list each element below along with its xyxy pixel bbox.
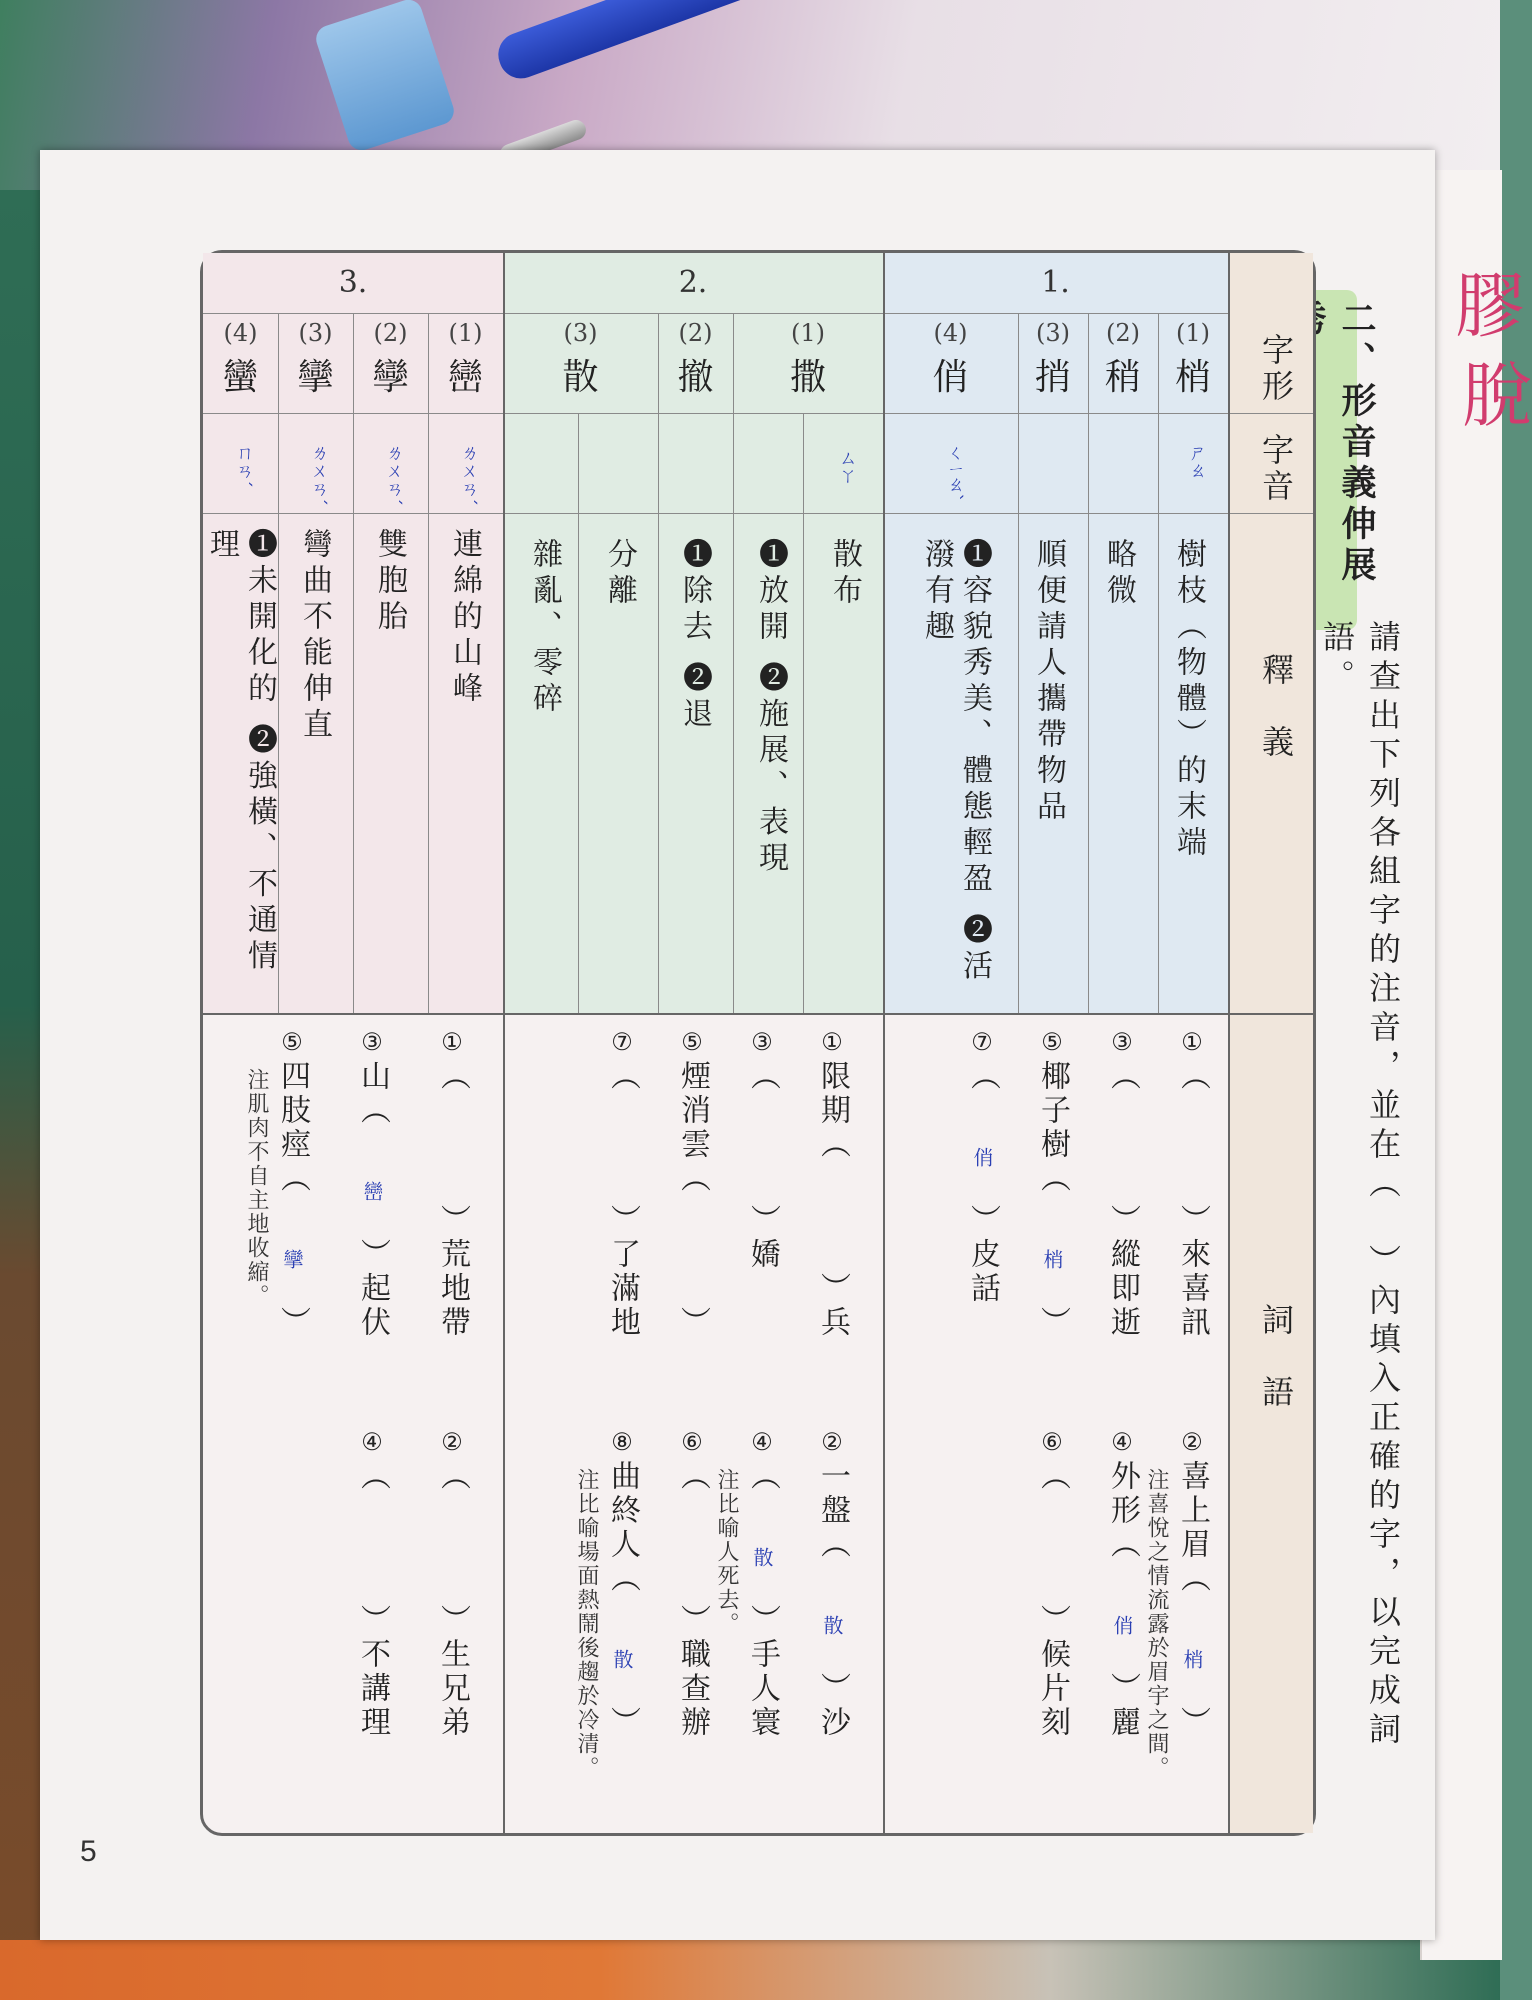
term-entry — [1173, 1028, 1211, 1408]
desk-background-bottom — [0, 1940, 1500, 2000]
term-entry — [743, 1428, 781, 1808]
term-text: 椰子樹（ — [1035, 1060, 1070, 1196]
section-number: 2. — [678, 265, 708, 300]
term-number: ① — [1178, 1028, 1206, 1060]
answer-blank[interactable]: 俏 — [970, 1147, 994, 1171]
term-entry — [603, 1028, 641, 1408]
term-number: ② — [818, 1428, 846, 1460]
term-number: ④ — [1108, 1428, 1136, 1460]
term-text: （ — [605, 1060, 640, 1094]
term-note: 注肌肉不自主地收縮。 — [244, 1068, 269, 1308]
term-text: ）皮話 — [965, 1204, 1000, 1306]
term-text: 一盤（ — [815, 1460, 850, 1562]
answer-blank[interactable]: 攣 — [280, 1249, 304, 1273]
term-number: ④ — [358, 1428, 386, 1460]
next-page-glyph: 脫 — [1462, 355, 1532, 437]
term-text: ）縱即逝 — [1105, 1204, 1140, 1340]
term-entry — [353, 1028, 391, 1408]
header-terms: 詞 語 — [1257, 1303, 1295, 1411]
grid-line — [203, 413, 1313, 414]
term-text: ）不講理 — [355, 1604, 390, 1740]
grid-line — [803, 413, 804, 1013]
grid-line — [1018, 313, 1019, 1013]
term-text: （ — [435, 1460, 470, 1494]
handwritten-sound: ㄌㄨㄢˊ — [458, 443, 479, 506]
terms-section-1 — [893, 1028, 1223, 1818]
meaning-text: 散布 — [827, 538, 862, 610]
grid-line — [203, 313, 1228, 314]
vocabulary-table — [200, 250, 1316, 1836]
term-number: ③ — [748, 1028, 776, 1060]
term-text: ） — [1175, 1706, 1210, 1740]
grid-line — [658, 313, 659, 1013]
term-text: ） — [275, 1306, 310, 1340]
grid-line — [1228, 253, 1230, 1833]
term-text: （ — [1175, 1060, 1210, 1094]
term-number: ⑥ — [1038, 1428, 1066, 1460]
term-entry — [1033, 1028, 1071, 1408]
char-cell-luan3: (3) 攣 — [297, 319, 334, 398]
char-cell-luan: (1) 巒 — [447, 319, 484, 398]
term-text: ）起伏 — [355, 1238, 390, 1340]
term-text: ）來喜訊 — [1175, 1204, 1210, 1340]
grid-line — [203, 1013, 1313, 1015]
term-entry — [353, 1428, 391, 1808]
grid-line — [1158, 313, 1159, 1013]
term-number: ⑦ — [968, 1028, 996, 1060]
meaning-text: 略微 — [1101, 538, 1136, 610]
term-entry — [813, 1428, 851, 1808]
char-cell-che: (2) 撤 — [677, 319, 714, 398]
char-cell-man: (4) 蠻 — [222, 319, 259, 398]
handwritten-sound: ㄌㄨㄢˊ — [308, 443, 329, 506]
term-text: ） — [1035, 1306, 1070, 1340]
term-text: 山（ — [355, 1060, 390, 1128]
handwritten-sound: ㄙㄚ — [836, 448, 857, 484]
handwritten-sound: ㄌㄨㄢˊ — [383, 443, 404, 506]
answer-blank[interactable]: 梢 — [1180, 1649, 1204, 1673]
term-text: ）荒地帶 — [435, 1204, 470, 1340]
term-number: ① — [438, 1028, 466, 1060]
term-number: ③ — [358, 1028, 386, 1060]
handwritten-sound: ㄕㄠ — [1186, 443, 1207, 479]
exercise-instruction: 請查出下列各組字的注音，並在（ ）內填入正確的字，以完成詞語。 — [1318, 620, 1402, 1751]
term-text: ）了滿地 — [605, 1204, 640, 1340]
term-entry — [433, 1028, 471, 1408]
term-text: ）職查辦 — [675, 1604, 710, 1740]
meaning-text: 彎曲不能伸直 — [297, 528, 332, 744]
term-text: ）生兄弟 — [435, 1604, 470, 1740]
term-entry — [1103, 1028, 1141, 1408]
term-text: （ — [965, 1060, 1000, 1094]
term-entry — [1103, 1428, 1141, 1808]
meaning-text: 樹枝（物體）的末端 — [1171, 538, 1206, 862]
term-text: ） — [605, 1706, 640, 1740]
term-entry — [1173, 1428, 1211, 1808]
meaning-text: ❶容貌秀美、體態輕盈 ❷活潑有趣 — [919, 538, 992, 986]
term-number: ③ — [1108, 1028, 1136, 1060]
meaning-text: ❶除去 ❷退 — [677, 538, 712, 734]
grid-line — [353, 313, 354, 1013]
term-text: （ — [675, 1460, 710, 1494]
term-text: 四肢痙（ — [275, 1060, 310, 1196]
term-number: ① — [818, 1028, 846, 1060]
grid-line — [503, 253, 505, 1833]
term-text: 曲終人（ — [605, 1460, 640, 1596]
section-number: 1. — [1041, 265, 1070, 300]
term-entry — [743, 1028, 781, 1408]
char-cell-shao2: (2) 稍 — [1104, 319, 1141, 398]
answer-blank[interactable]: 散 — [750, 1547, 774, 1571]
term-text: （ — [435, 1060, 470, 1094]
char-cell-luan2: (2) 孿 — [372, 319, 409, 398]
term-text: 喜上眉（ — [1175, 1460, 1210, 1596]
term-text: （ — [745, 1060, 780, 1094]
terms-section-3 — [213, 1028, 498, 1818]
term-note: 注比喻場面熱鬧後趨於冷清。 — [574, 1468, 599, 1780]
meaning-text: 連綿的山峰 — [447, 528, 482, 708]
term-text: ）沙 — [815, 1672, 850, 1740]
answer-blank[interactable]: 散 — [610, 1649, 634, 1673]
term-text: （ — [355, 1460, 390, 1494]
meaning-text: 分離 — [602, 538, 637, 610]
page-number: 5 — [80, 1835, 97, 1868]
grid-line — [278, 313, 279, 1013]
term-entry — [673, 1428, 711, 1808]
meaning-text: 雜亂、零碎 — [527, 538, 562, 718]
answer-blank[interactable]: 散 — [820, 1615, 844, 1639]
term-number: ⑤ — [278, 1028, 306, 1060]
term-text: （ — [1035, 1460, 1070, 1494]
grid-line — [428, 313, 429, 1013]
char-cell-shao3: (3) 捎 — [1034, 319, 1071, 398]
char-cell-san: (3) 散 — [562, 319, 599, 398]
term-number: ⑤ — [1038, 1028, 1066, 1060]
term-number: ⑤ — [678, 1028, 706, 1060]
char-cell-qiao: (4) 俏 — [932, 319, 969, 398]
term-note: 注喜悅之情流露於眉宇之間。 — [1144, 1468, 1169, 1780]
term-note: 注比喻人死去。 — [714, 1468, 739, 1636]
header-form: 字形 — [1257, 333, 1295, 405]
terms-section-2 — [513, 1028, 878, 1818]
grid-line — [203, 513, 1313, 514]
header-column-terms — [1228, 1013, 1313, 1833]
term-text: （ — [1105, 1060, 1140, 1094]
term-entry — [603, 1428, 641, 1808]
meaning-text: 順便請人攜帶物品 — [1031, 538, 1066, 826]
term-number: ④ — [748, 1428, 776, 1460]
grid-line — [883, 253, 885, 1833]
term-entry — [673, 1028, 711, 1408]
meaning-text: ❶放開 ❷施展、表現 — [753, 538, 788, 878]
exercise-title-tag: 二、形音義伸展 — [1305, 290, 1357, 630]
term-number: ⑥ — [678, 1428, 706, 1460]
term-text: 煙消雲（ — [675, 1060, 710, 1196]
handwritten-sound: ㄑㄧㄠˋ — [944, 443, 965, 503]
answer-blank[interactable]: 梢 — [1040, 1249, 1064, 1273]
term-number: ② — [438, 1428, 466, 1460]
term-entry — [1033, 1428, 1071, 1808]
answer-blank[interactable]: 巒 — [360, 1181, 384, 1205]
term-number: ⑧ — [608, 1428, 636, 1460]
header-sound: 字音 — [1257, 433, 1295, 505]
term-text: 外形（ — [1105, 1460, 1140, 1562]
term-number: ② — [1178, 1428, 1206, 1460]
grid-line — [733, 313, 734, 1013]
term-entry — [433, 1428, 471, 1808]
handwritten-sound: ㄇㄢˊ — [233, 443, 254, 488]
term-text: ）麗 — [1105, 1672, 1140, 1740]
term-text: （ — [745, 1460, 780, 1494]
grid-line — [1088, 313, 1089, 1013]
term-text: ）候片刻 — [1035, 1604, 1070, 1740]
meaning-text: 雙胞胎 — [372, 528, 407, 636]
answer-blank[interactable]: 俏 — [1110, 1615, 1134, 1639]
term-text: ）嬌 — [745, 1204, 780, 1272]
char-cell-shao: (1) 梢 — [1174, 319, 1211, 398]
term-text: 限期（ — [815, 1060, 850, 1162]
term-text: ） — [675, 1306, 710, 1340]
header-meaning: 釋 義 — [1257, 653, 1295, 761]
next-page-glyph: 膠 — [1455, 265, 1525, 347]
meaning-text: ❶未開化的 ❷強橫、不通情理 — [204, 528, 277, 976]
term-entry — [273, 1028, 311, 1408]
term-text: ）兵 — [815, 1272, 850, 1340]
grid-line — [578, 413, 579, 1013]
term-number: ⑦ — [608, 1028, 636, 1060]
term-entry — [813, 1028, 851, 1408]
char-cell-sa: (1) 撒 — [789, 319, 826, 398]
term-text: ）手人寰 — [745, 1604, 780, 1740]
term-entry — [963, 1028, 1001, 1408]
section-number: 3. — [338, 265, 368, 300]
